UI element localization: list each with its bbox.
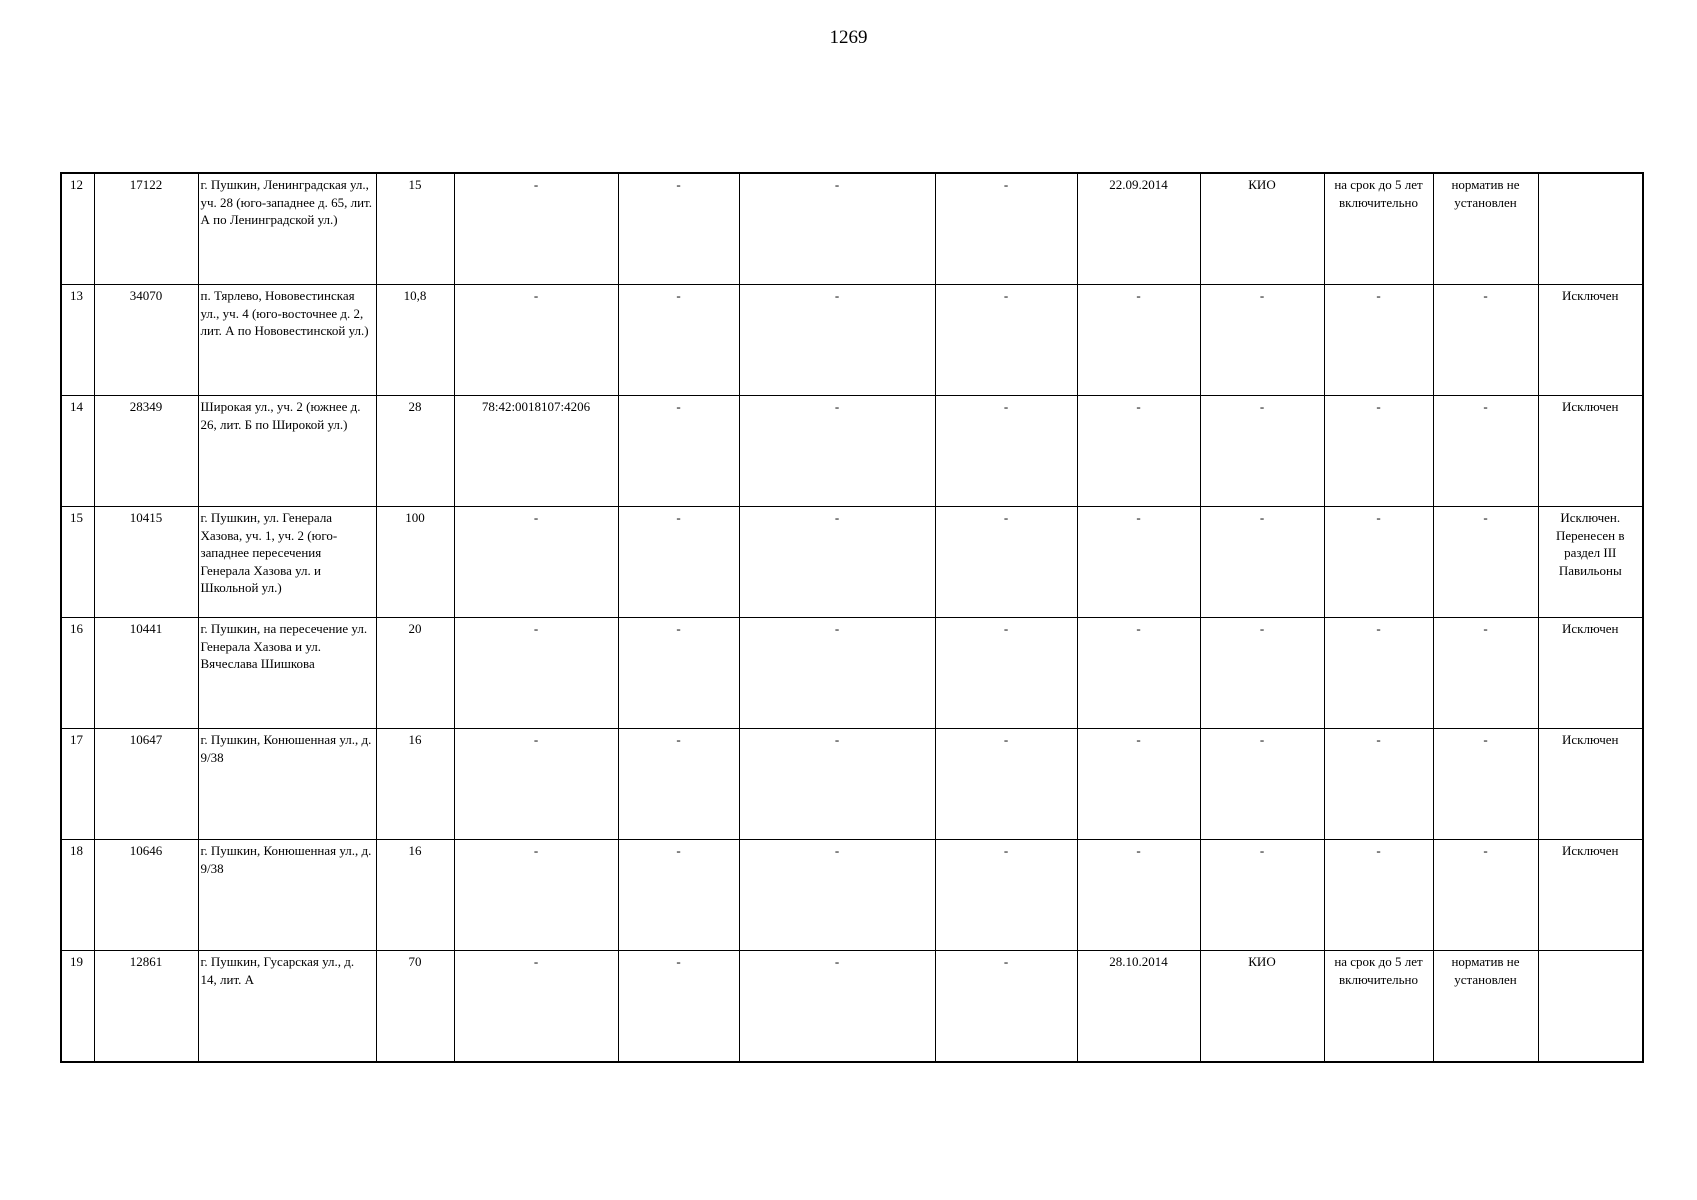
date: - [1077,396,1200,507]
cell-col7: - [739,507,935,618]
cell-col8: - [935,507,1077,618]
cell-col7: - [739,951,935,1063]
table-row [61,173,1643,285]
cell-col7: - [739,618,935,729]
note [1538,173,1643,285]
cell-col8: - [935,729,1077,840]
organization: - [1200,285,1324,396]
note: Исключен [1538,840,1643,951]
address: г. Пушкин, Ленинградская ул., уч. 28 (юго-западнее д. 65, лит. А по Ленинградской ул.) [198,173,376,285]
object-id: 34070 [94,285,198,396]
term: - [1324,618,1433,729]
row-number: 13 [61,285,94,396]
cell-col6: - [618,507,739,618]
object-id: 12861 [94,951,198,1063]
area: 15 [376,173,454,285]
term: - [1324,396,1433,507]
registry-table [60,172,1644,1063]
cell-col6: - [618,173,739,285]
table-row [61,951,1643,1063]
cell-col6: - [618,951,739,1063]
note [1538,951,1643,1063]
row-number: 17 [61,729,94,840]
cell-col8: - [935,396,1077,507]
organization: - [1200,840,1324,951]
cell-col7: - [739,396,935,507]
term: - [1324,729,1433,840]
cell-col7: - [739,173,935,285]
row-number: 18 [61,840,94,951]
date: - [1077,729,1200,840]
table-row [61,729,1643,840]
cell-col8: - [935,618,1077,729]
norm: - [1433,618,1538,729]
cell-col7: - [739,285,935,396]
cell-col6: - [618,729,739,840]
cadastral-number: - [454,729,618,840]
cadastral-number: - [454,840,618,951]
cell-col8: - [935,951,1077,1063]
cadastral-number: 78:42:0018107:4206 [454,396,618,507]
cadastral-number: - [454,951,618,1063]
address: г. Пушкин, на пересечение ул. Генерала Хазова и ул. Вячеслава Шишкова [198,618,376,729]
object-id: 10415 [94,507,198,618]
area: 16 [376,840,454,951]
date: 22.09.2014 [1077,173,1200,285]
norm: - [1433,396,1538,507]
organization: КИО [1200,173,1324,285]
organization: - [1200,396,1324,507]
table-row [61,396,1643,507]
table-row [61,840,1643,951]
object-id: 28349 [94,396,198,507]
area: 16 [376,729,454,840]
table-row [61,507,1643,618]
term: - [1324,285,1433,396]
address: г. Пушкин, Гусарская ул., д. 14, лит. А [198,951,376,1063]
row-number: 12 [61,173,94,285]
date: - [1077,618,1200,729]
cadastral-number: - [454,507,618,618]
object-id: 10646 [94,840,198,951]
norm: - [1433,507,1538,618]
date: - [1077,507,1200,618]
organization: - [1200,618,1324,729]
note: Исключен [1538,285,1643,396]
address: Широкая ул., уч. 2 (южнее д. 26, лит. Б по Широкой ул.) [198,396,376,507]
note: Исключен. Перенесен в раздел III Павильоны [1538,507,1643,618]
term: - [1324,507,1433,618]
cadastral-number: - [454,285,618,396]
note: Исключен [1538,618,1643,729]
term: - [1324,840,1433,951]
object-id: 10441 [94,618,198,729]
norm: - [1433,840,1538,951]
cell-col8: - [935,173,1077,285]
organization: КИО [1200,951,1324,1063]
date: - [1077,285,1200,396]
cell-col6: - [618,618,739,729]
cell-col8: - [935,840,1077,951]
norm: - [1433,285,1538,396]
cadastral-number: - [454,618,618,729]
cell-col7: - [739,840,935,951]
cell-col6: - [618,285,739,396]
norm: - [1433,729,1538,840]
object-id: 10647 [94,729,198,840]
cell-col6: - [618,840,739,951]
row-number: 14 [61,396,94,507]
norm: норматив не установлен [1433,173,1538,285]
area: 20 [376,618,454,729]
address: г. Пушкин, ул. Генерала Хазова, уч. 1, уч. 2 (юго-западнее пересечения Генерала Хазова ул. и Школьной ул.) [198,507,376,618]
area: 10,8 [376,285,454,396]
date: 28.10.2014 [1077,951,1200,1063]
note: Исключен [1538,396,1643,507]
address: г. Пушкин, Конюшенная ул., д. 9/38 [198,729,376,840]
cell-col6: - [618,396,739,507]
area: 70 [376,951,454,1063]
address: п. Тярлево, Нововестинская ул., уч. 4 (юго-восточнее д. 2, лит. А по Нововестинской ул.) [198,285,376,396]
area: 100 [376,507,454,618]
table-row [61,618,1643,729]
table-row [61,285,1643,396]
cell-col7: - [739,729,935,840]
page-number: 1269 [829,27,868,48]
area: 28 [376,396,454,507]
row-number: 15 [61,507,94,618]
address: г. Пушкин, Конюшенная ул., д. 9/38 [198,840,376,951]
norm: норматив не установлен [1433,951,1538,1063]
organization: - [1200,729,1324,840]
object-id: 17122 [94,173,198,285]
organization: - [1200,507,1324,618]
row-number: 19 [61,951,94,1063]
date: - [1077,840,1200,951]
cadastral-number: - [454,173,618,285]
row-number: 16 [61,618,94,729]
note: Исключен [1538,729,1643,840]
cell-col8: - [935,285,1077,396]
term: на срок до 5 лет включительно [1324,173,1433,285]
term: на срок до 5 лет включительно [1324,951,1433,1063]
